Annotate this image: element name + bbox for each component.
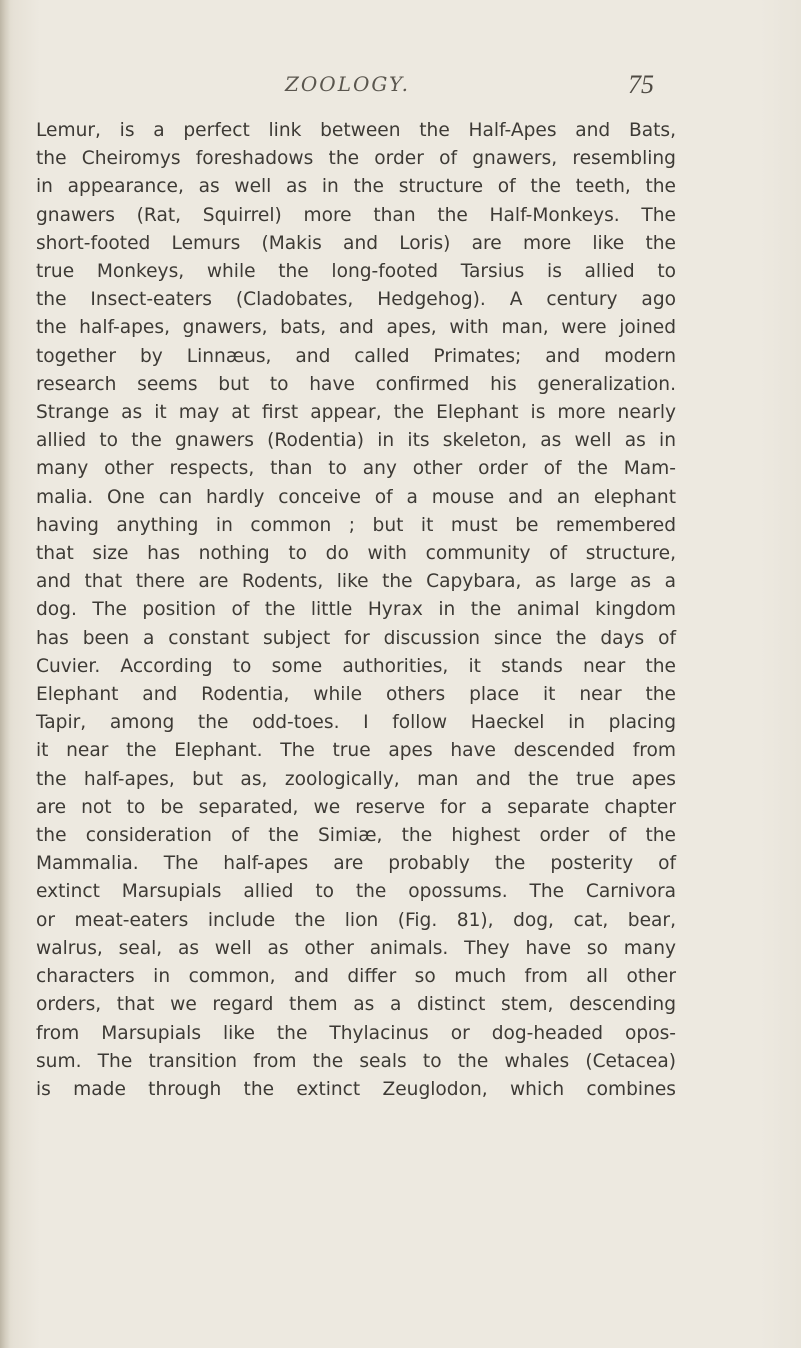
page-number: 75 (628, 70, 654, 99)
text-line: and that there are Rodents, like the Capybara, as large as a (36, 571, 676, 593)
text-line: true Monkeys, while the long-footed Tarsius is allied to (36, 261, 676, 283)
text-line: Elephant and Rodentia, while others place it near the (36, 684, 676, 706)
text-line: Cuvier. According to some authorities, it stands near the (36, 655, 676, 677)
text-line: from Marsupials like the Thylacinus or dog-headed opos- (36, 1022, 676, 1044)
text-line: has been a constant subject for discussion since the days of (36, 627, 676, 649)
text-line: the half-apes, but as, zoologically, man and the true apes (36, 768, 676, 790)
text-line: having anything in common ; but it must be remembered (36, 514, 676, 536)
text-line: the Cheiromys foreshadows the order of gnawers, resembling (36, 148, 676, 170)
text-line: dog. The position of the little Hyrax in the animal kingdom (36, 599, 676, 621)
text-line: malia. One can hardly conceive of a mouse and an elephant (36, 486, 676, 508)
text-line: orders, that we regard them as a distinct stem, descending (36, 994, 676, 1016)
text-line: many other respects, than to any other order of the Mam- (36, 458, 676, 480)
text-line: sum. The transition from the seals to the whales (Cetacea) (36, 1050, 676, 1072)
text-line: the half-apes, gnawers, bats, and apes, with man, were joined (36, 317, 676, 339)
text-line: Strange as it may at first appear, the Elephant is more nearly (36, 402, 676, 424)
text-line: it near the Elephant. The true apes have descended from (36, 740, 676, 762)
text-line: walrus, seal, as well as other animals. They have so many (36, 937, 676, 959)
text-line: Tapir, among the odd-toes. I follow Haeckel in placing (36, 712, 676, 734)
text-line: allied to the gnawers (Rodentia) in its skeleton, as well as in (36, 430, 676, 452)
text-line: Mammalia. The half-apes are probably the posterity of (36, 853, 676, 875)
text-line: short-footed Lemurs (Makis and Loris) are more like the (36, 232, 676, 254)
text-line: are not to be separated, we reserve for a separate chapter (36, 796, 676, 818)
text-line: characters in common, and differ so much from all other (36, 966, 676, 988)
text-line: the Insect-eaters (Cladobates, Hedgehog). A century ago (36, 289, 676, 311)
text-line: research seems but to have confirmed his generalization. (36, 373, 676, 395)
text-line: Lemur, is a perfect link between the Half-Apes and Bats, (36, 120, 676, 141)
body-paragraph (36, 117, 676, 1104)
text-line: that size has nothing to do with community of structure, (36, 543, 676, 565)
text-line: together by Linnæus, and called Primates; and modern (36, 345, 676, 367)
text-line: gnawers (Rat, Squirrel) more than the Half-Monkeys. The (36, 204, 676, 226)
running-title: ZOOLOGY. (285, 72, 410, 96)
text-line: or meat-eaters include the lion (Fig. 81), dog, cat, bear, (36, 909, 676, 931)
page-gutter-shadow (0, 0, 10, 1348)
text-line: is made through the extinct Zeuglodon, which combines (36, 1078, 676, 1100)
text-line: in appearance, as well as in the structure of the teeth, the (36, 176, 676, 198)
text-line: the consideration of the Simiæ, the highest order of the (36, 825, 676, 847)
text-line: extinct Marsupials allied to the opossums. The Carnivora (36, 881, 676, 903)
